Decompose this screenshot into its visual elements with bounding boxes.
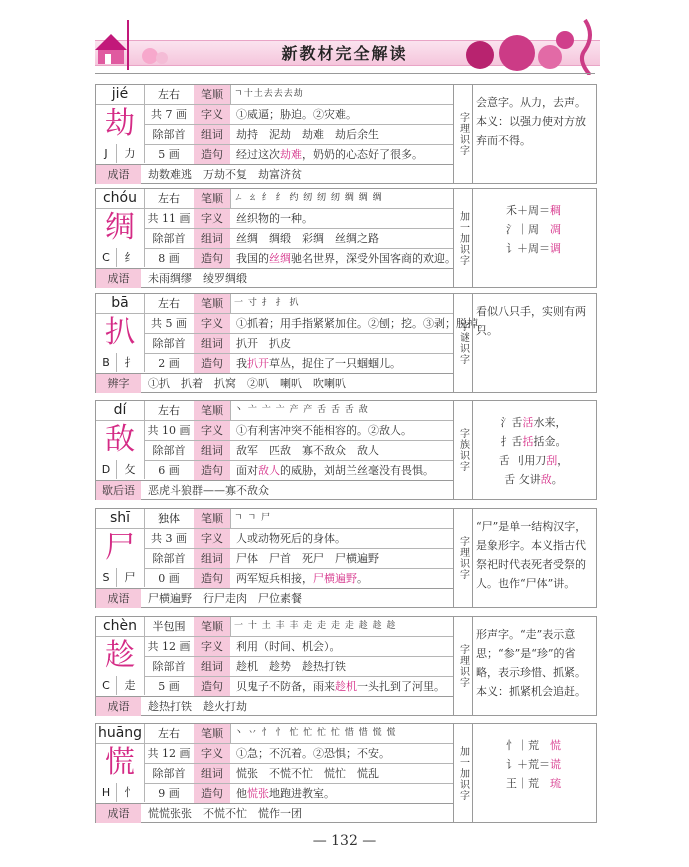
strokes-label: 笔顺 xyxy=(194,509,231,528)
side-explanation: 形声字。“走”表示意思；“参”是“珍”的省略，表示珍惜、抓紧。本义：抓紧机会追赶。 xyxy=(476,628,586,698)
extra-row xyxy=(96,268,453,288)
after-radical-count: 2 画 xyxy=(158,357,180,370)
structure: 左右 xyxy=(144,401,195,420)
extra-row xyxy=(96,480,453,500)
char-entry xyxy=(95,616,597,716)
extra-label: 成语 xyxy=(96,697,141,716)
sentence-row xyxy=(144,461,453,480)
words-row xyxy=(144,549,453,569)
meaning-label: 字义 xyxy=(194,105,230,124)
extra-label: 成语 xyxy=(96,804,141,823)
extra-label: 成语 xyxy=(96,589,141,608)
words: 慌张 不慌不忙 慌忙 慌乱 xyxy=(236,767,379,780)
stroke-order: 一 十 土 丰 丰 走 走 走 走 趁 趁 趁 xyxy=(234,621,397,631)
radical: 纟 xyxy=(124,251,136,264)
stroke-count: 共 12 画 xyxy=(147,640,191,653)
sentence-label: 造句 xyxy=(194,677,230,696)
formula-result: 刮 xyxy=(546,454,558,467)
structure: 半包围 xyxy=(144,617,195,636)
words: 趁机 趁势 趁热打铁 xyxy=(236,660,346,673)
stroke-count: 共 12 画 xyxy=(147,747,191,760)
radical-info: 除部首 xyxy=(152,767,186,780)
extra-label: 歇后语 xyxy=(96,481,141,500)
formula-result: 谎 xyxy=(550,758,561,771)
meaning-row xyxy=(144,529,453,549)
meaning-row xyxy=(144,744,453,764)
stroke-count: 共 3 画 xyxy=(151,532,187,545)
page-title: 新教材完全解读 xyxy=(281,44,408,63)
words-row xyxy=(144,764,453,784)
pinyin: dí xyxy=(96,401,145,420)
sentence-label: 造句 xyxy=(194,784,230,803)
index-letter: B xyxy=(96,353,117,372)
after-radical-count: 8 画 xyxy=(158,252,180,265)
index-letter: C xyxy=(96,676,117,695)
formula-line: 舌 刂用刀刮， xyxy=(498,454,569,467)
words: 尸体 尸首 死尸 尸横遍野 xyxy=(236,552,379,565)
meaning-label: 字义 xyxy=(194,209,230,228)
big-character: 扒 xyxy=(105,315,135,350)
extra-row xyxy=(96,696,453,716)
formula-result: 稠 xyxy=(550,204,561,217)
sentence-row xyxy=(144,145,453,164)
meaning-label: 字义 xyxy=(194,529,230,548)
extra-label: 成语 xyxy=(96,165,141,184)
structure: 左右 xyxy=(144,189,195,208)
formula-line: 王｜荒 琉 xyxy=(506,777,561,790)
words-row xyxy=(144,657,453,677)
sentence-label: 造句 xyxy=(194,569,230,588)
words-row xyxy=(144,441,453,461)
extra-row xyxy=(96,588,453,608)
after-radical-count: 0 画 xyxy=(158,572,180,585)
big-character: 趁 xyxy=(105,638,135,673)
stroke-count: 共 5 画 xyxy=(151,317,187,330)
pinyin: chèn xyxy=(96,617,145,636)
meaning: 利用（时间、机会）。 xyxy=(236,640,341,653)
header-divider xyxy=(95,73,595,74)
formula-result: 调 xyxy=(550,242,561,255)
sentence-highlight: 扒开 xyxy=(247,357,269,370)
side-formulas xyxy=(476,736,591,793)
char-entry xyxy=(95,508,597,608)
page-number: — 132 — xyxy=(312,833,377,849)
radical-info: 除部首 xyxy=(152,660,186,673)
meaning: ①抓着；用手指紧紧加住。②刨；挖。③剥；脱掉。 xyxy=(236,317,489,330)
stroke-count: 共 10 画 xyxy=(147,424,191,437)
char-entry xyxy=(95,293,597,393)
big-character: 尸 xyxy=(105,530,135,565)
strokes-label: 笔顺 xyxy=(194,294,231,313)
sentence: 我国的丝绸驰名世界，深受外国客商的欢迎。 xyxy=(236,252,456,265)
big-character: 绸 xyxy=(105,210,135,245)
words-row xyxy=(144,334,453,354)
extra-label: 辨字 xyxy=(96,374,141,393)
sentence-label: 造句 xyxy=(194,461,230,480)
formula-result: 敌 xyxy=(540,473,552,486)
formula-line: 讠＋荒＝谎 xyxy=(506,758,561,771)
meaning-row xyxy=(144,105,453,125)
header-row xyxy=(96,294,453,314)
extra-row xyxy=(96,803,453,823)
side-label: 加一加识字 xyxy=(453,189,473,287)
side-label: 字谜识字 xyxy=(453,294,473,392)
sentence: 我扒开草丛，捉住了一只蝈蝈儿。 xyxy=(236,357,401,370)
radical: 尸 xyxy=(124,571,136,584)
sentence-row xyxy=(144,569,453,588)
sentence-row xyxy=(144,354,453,373)
strokes-label: 笔顺 xyxy=(194,724,231,743)
header-row xyxy=(96,509,453,529)
side-explanation: 看似八只手，实则有两只。 xyxy=(476,305,586,337)
side-label: 字理识字 xyxy=(453,617,473,715)
extra-text: 尸横遍野 行尸走肉 尸位素餐 xyxy=(148,592,302,605)
words-label: 组词 xyxy=(194,334,230,353)
sentence-highlight: 敌人 xyxy=(258,464,280,477)
radical-info: 除部首 xyxy=(152,337,186,350)
formula-result: 括 xyxy=(522,435,534,448)
side-explanation: “尸”是单一结构汉字，是象形字。本义指古代祭祀时代表死者受祭的人。也作“尸体”讲。 xyxy=(476,520,587,590)
radical: 扌 xyxy=(124,356,136,369)
formula-line: 讠＋周＝调 xyxy=(506,242,561,255)
sentence: 经过这次劫难，奶奶的心态好了很多。 xyxy=(236,148,423,161)
radical-info: 除部首 xyxy=(152,552,186,565)
after-radical-count: 6 画 xyxy=(158,464,180,477)
meaning-label: 字义 xyxy=(194,421,230,440)
radical-info: 除部首 xyxy=(152,128,186,141)
page-header xyxy=(0,0,689,80)
strokes-label: 笔顺 xyxy=(194,189,231,208)
words-label: 组词 xyxy=(194,657,230,676)
stroke-order: 丶 亠 亠 亠 产 产 舌 舌 舌 敌 xyxy=(234,405,369,415)
side-label: 字理识字 xyxy=(453,85,473,183)
sentence-row xyxy=(144,677,453,696)
words-label: 组词 xyxy=(194,229,230,248)
meaning-label: 字义 xyxy=(194,637,230,656)
words-label: 组词 xyxy=(194,549,230,568)
sentence-highlight: 劫难 xyxy=(280,148,302,161)
formula-result: 琉 xyxy=(550,777,561,790)
sentence-highlight: 趁机 xyxy=(335,680,357,693)
index-letter: S xyxy=(96,568,117,587)
sentence-highlight: 尸横遍野 xyxy=(313,572,357,585)
formula-line: 忄｜荒 慌 xyxy=(506,739,561,752)
structure: 左右 xyxy=(144,724,195,743)
extra-text: 未雨绸缪 绫罗绸缎 xyxy=(148,272,247,285)
stroke-count: 共 7 画 xyxy=(151,108,187,121)
meaning-row xyxy=(144,421,453,441)
big-character: 慌 xyxy=(105,745,135,780)
stroke-order: 丶 丷 忄 忄 忙 忙 忙 忙 惜 惜 慌 慌 xyxy=(234,728,397,738)
meaning: 丝织物的一种。 xyxy=(236,212,313,225)
sentence-row xyxy=(144,784,453,803)
extra-text: ①扒 扒着 扒窝 ②叭 喇叭 吹喇叭 xyxy=(148,377,346,390)
formula-result: 活 xyxy=(522,416,534,429)
pinyin: jié xyxy=(96,85,145,104)
after-radical-count: 5 画 xyxy=(158,680,180,693)
sentence: 贝鬼子不防备，雨来趁机一头扎到了河里。 xyxy=(236,680,445,693)
big-character: 敌 xyxy=(105,422,135,457)
meaning: 人或动物死后的身体。 xyxy=(236,532,346,545)
stroke-order: ㄥ ㄠ 纟 纟 约 纫 纫 纫 绸 绸 绸 xyxy=(234,193,383,203)
sentence-label: 造句 xyxy=(194,354,230,373)
side-explanation: 会意字。从力，去声。本义：以强力使对方放弃而不得。 xyxy=(476,96,586,147)
meaning: ①急；不沉着。②恐惧；不安。 xyxy=(236,747,390,760)
extra-label: 成语 xyxy=(96,269,141,288)
pinyin: huāng xyxy=(96,724,145,743)
big-character: 劫 xyxy=(105,106,135,141)
radical: 走 xyxy=(124,679,136,692)
structure: 左右 xyxy=(144,85,195,104)
words: 敌军 匹敌 寡不敌众 敌人 xyxy=(236,444,379,457)
structure: 独体 xyxy=(144,509,195,528)
index-letter: H xyxy=(96,783,117,802)
formula-result: 凋 xyxy=(550,223,561,236)
strokes-label: 笔顺 xyxy=(194,617,231,636)
words: 劫持 泥劫 劫难 劫后余生 xyxy=(236,128,379,141)
stroke-order: ㄱ十土去去去劫 xyxy=(234,89,304,99)
words-row xyxy=(144,125,453,145)
radical-info: 除部首 xyxy=(152,444,186,457)
meaning: ①有利害冲突不能相容的。②敌人。 xyxy=(236,424,412,437)
formula-line: 扌舌括括金。 xyxy=(500,435,567,448)
words-label: 组词 xyxy=(194,441,230,460)
extra-text: 恶虎斗狼群——寡不敌众 xyxy=(148,484,269,497)
side-label: 字族识字 xyxy=(453,401,473,499)
side-label: 加一加识字 xyxy=(453,724,473,822)
strokes-label: 笔顺 xyxy=(194,401,231,420)
extra-text: 劫数难逃 万劫不复 劫富济贫 xyxy=(148,168,302,181)
radical: 忄 xyxy=(124,786,136,799)
pinyin: bā xyxy=(96,294,145,313)
formula-line: 氵｜周 凋 xyxy=(506,223,561,236)
header-row xyxy=(96,724,453,744)
radical: 攵 xyxy=(124,463,136,476)
sentence-highlight: 慌张 xyxy=(247,787,269,800)
sentence-label: 造句 xyxy=(194,249,230,268)
sentence-highlight: 丝绸 xyxy=(269,252,291,265)
side-formulas xyxy=(476,201,591,258)
index-letter: C xyxy=(96,248,117,267)
sentence: 他慌张地跑进教室。 xyxy=(236,787,335,800)
stroke-order: ㄱ ㄱ 尸 xyxy=(234,513,272,523)
strokes-label: 笔顺 xyxy=(194,85,231,104)
radical: 力 xyxy=(124,147,136,160)
words: 丝绸 绸缎 彩绸 丝绸之路 xyxy=(236,232,379,245)
stroke-order: 一 寸 扌 扌 扒 xyxy=(234,298,300,308)
side-label: 字理识字 xyxy=(453,509,473,607)
meaning-label: 字义 xyxy=(194,314,230,333)
meaning-label: 字义 xyxy=(194,744,230,763)
char-entry xyxy=(95,188,597,288)
index-letter: D xyxy=(96,460,117,479)
meaning-row xyxy=(144,314,489,334)
header-row xyxy=(96,189,453,209)
sentence: 面对敌人的威胁，刘胡兰丝毫没有畏惧。 xyxy=(236,464,434,477)
words-label: 组词 xyxy=(194,125,230,144)
words: 扒开 扒皮 xyxy=(236,337,291,350)
char-entry xyxy=(95,400,597,500)
meaning: ①威逼；胁迫。②灾难。 xyxy=(236,108,357,121)
header-row xyxy=(96,401,453,421)
words-label: 组词 xyxy=(194,764,230,783)
header-row xyxy=(96,617,453,637)
header-row xyxy=(96,85,453,105)
stroke-count: 共 11 画 xyxy=(147,212,191,225)
pinyin: shī xyxy=(96,509,145,528)
after-radical-count: 9 画 xyxy=(158,787,180,800)
extra-text: 慌慌张张 不慌不忙 慌作一团 xyxy=(148,807,302,820)
formula-line: 舌 攵讲敌。 xyxy=(504,473,563,486)
char-entry xyxy=(95,84,597,184)
meaning-row xyxy=(144,637,453,657)
sentence: 两军短兵相接，尸横遍野。 xyxy=(236,572,368,585)
formula-line: 禾＋周＝稠 xyxy=(506,204,561,217)
pinyin: chóu xyxy=(96,189,145,208)
sentence-label: 造句 xyxy=(194,145,230,164)
radical-info: 除部首 xyxy=(152,232,186,245)
char-entry xyxy=(95,723,597,823)
side-formulas xyxy=(476,413,591,489)
extra-row xyxy=(96,373,453,393)
formula-line: 氵舌活水来， xyxy=(500,416,567,429)
index-letter: J xyxy=(96,144,117,163)
extra-row xyxy=(96,164,453,184)
meaning-row xyxy=(144,209,453,229)
words-row xyxy=(144,229,453,249)
structure: 左右 xyxy=(144,294,195,313)
extra-text: 趁热打铁 趁火打劫 xyxy=(148,700,247,713)
after-radical-count: 5 画 xyxy=(158,148,180,161)
formula-result: 慌 xyxy=(550,739,561,752)
sentence-row xyxy=(144,249,456,268)
